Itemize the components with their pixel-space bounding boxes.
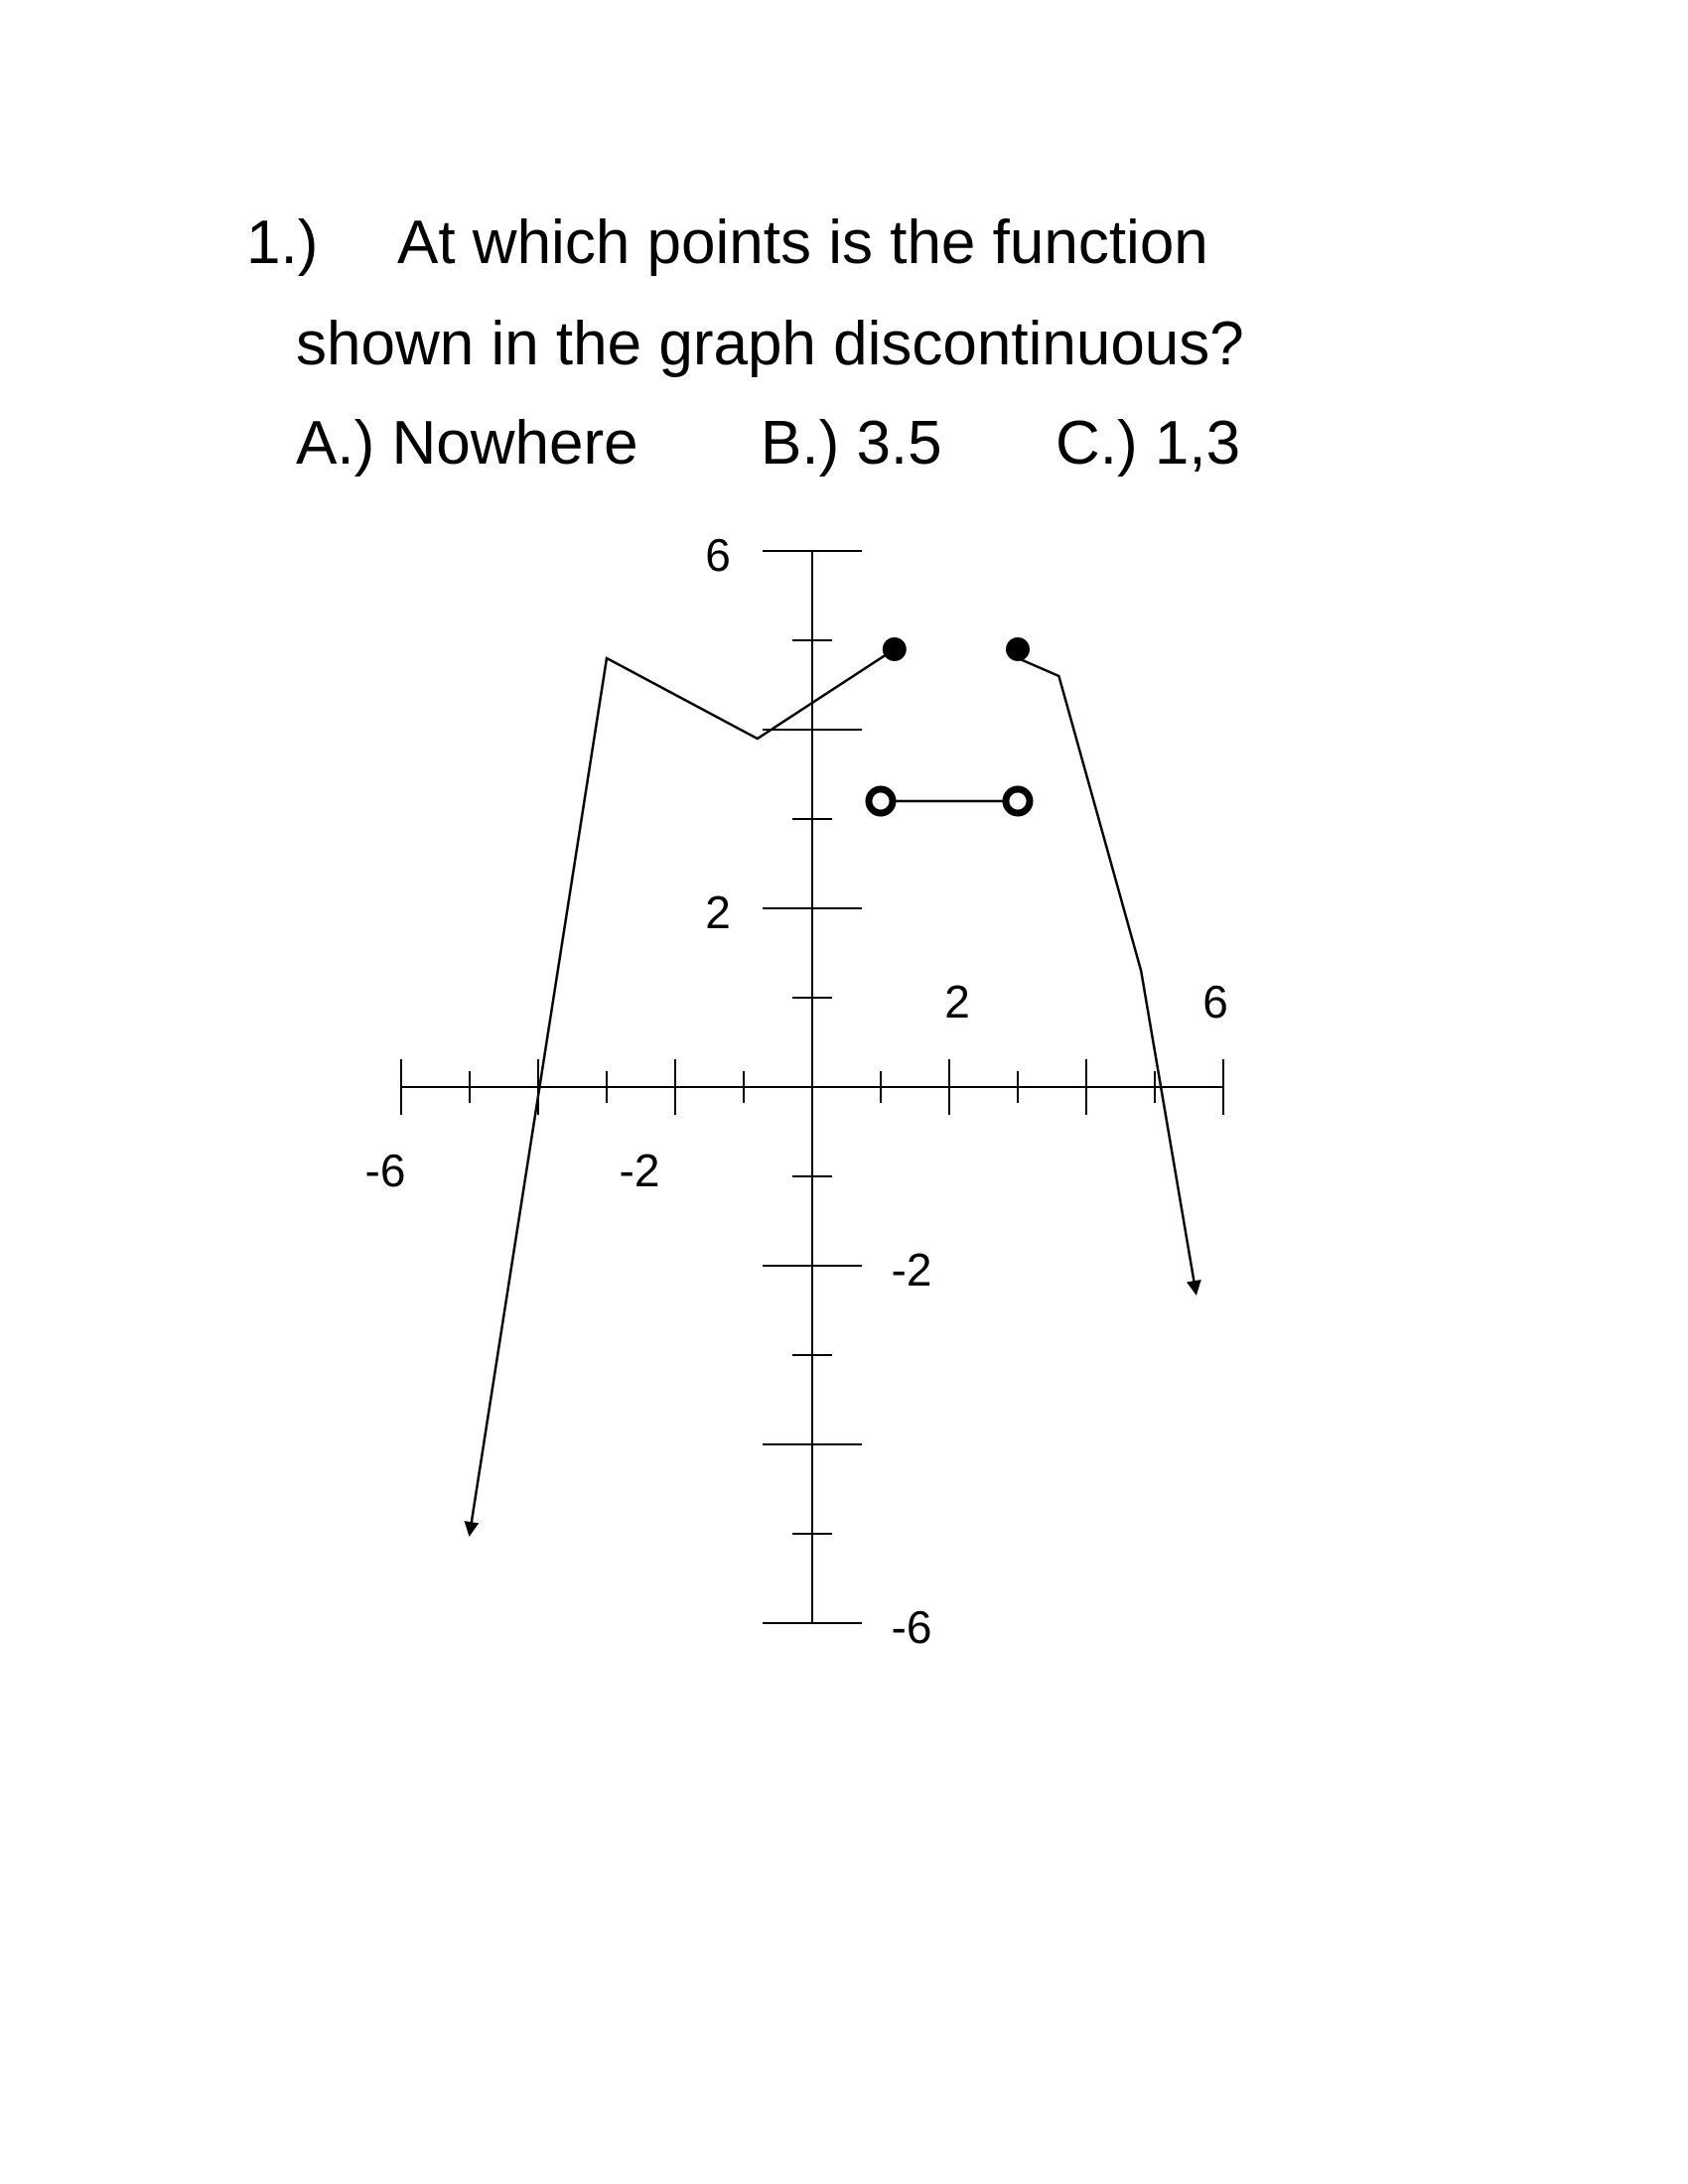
closed-point <box>1006 637 1030 661</box>
function-segment <box>1018 658 1196 1293</box>
option-b[interactable]: B.) 3.5 <box>761 409 942 478</box>
function-segment <box>470 649 895 1534</box>
x-tick-label: -6 <box>364 1145 406 1196</box>
x-tick-label: 6 <box>1202 976 1228 1027</box>
y-tick-label: -2 <box>891 1244 932 1296</box>
x-tick-label: -2 <box>619 1145 660 1196</box>
question-text-line-2: shown in the graph discontinuous? <box>296 310 1244 378</box>
question-number: 1.) <box>246 208 319 277</box>
closed-point <box>883 637 907 661</box>
open-point <box>869 789 893 813</box>
y-tick-label: 6 <box>705 529 731 581</box>
y-tick-label: 2 <box>705 887 731 938</box>
y-tick-label: -6 <box>891 1601 932 1653</box>
open-point <box>1006 789 1030 813</box>
endpoints <box>869 637 1030 813</box>
question-text-line-1: At which points is the function <box>397 208 1208 277</box>
option-a[interactable]: A.) Nowhere <box>296 409 638 478</box>
tick-labels <box>365 529 1228 1653</box>
option-c[interactable]: C.) 1,3 <box>1055 409 1241 478</box>
x-tick-label: 2 <box>944 976 970 1027</box>
axes <box>401 551 1223 1623</box>
